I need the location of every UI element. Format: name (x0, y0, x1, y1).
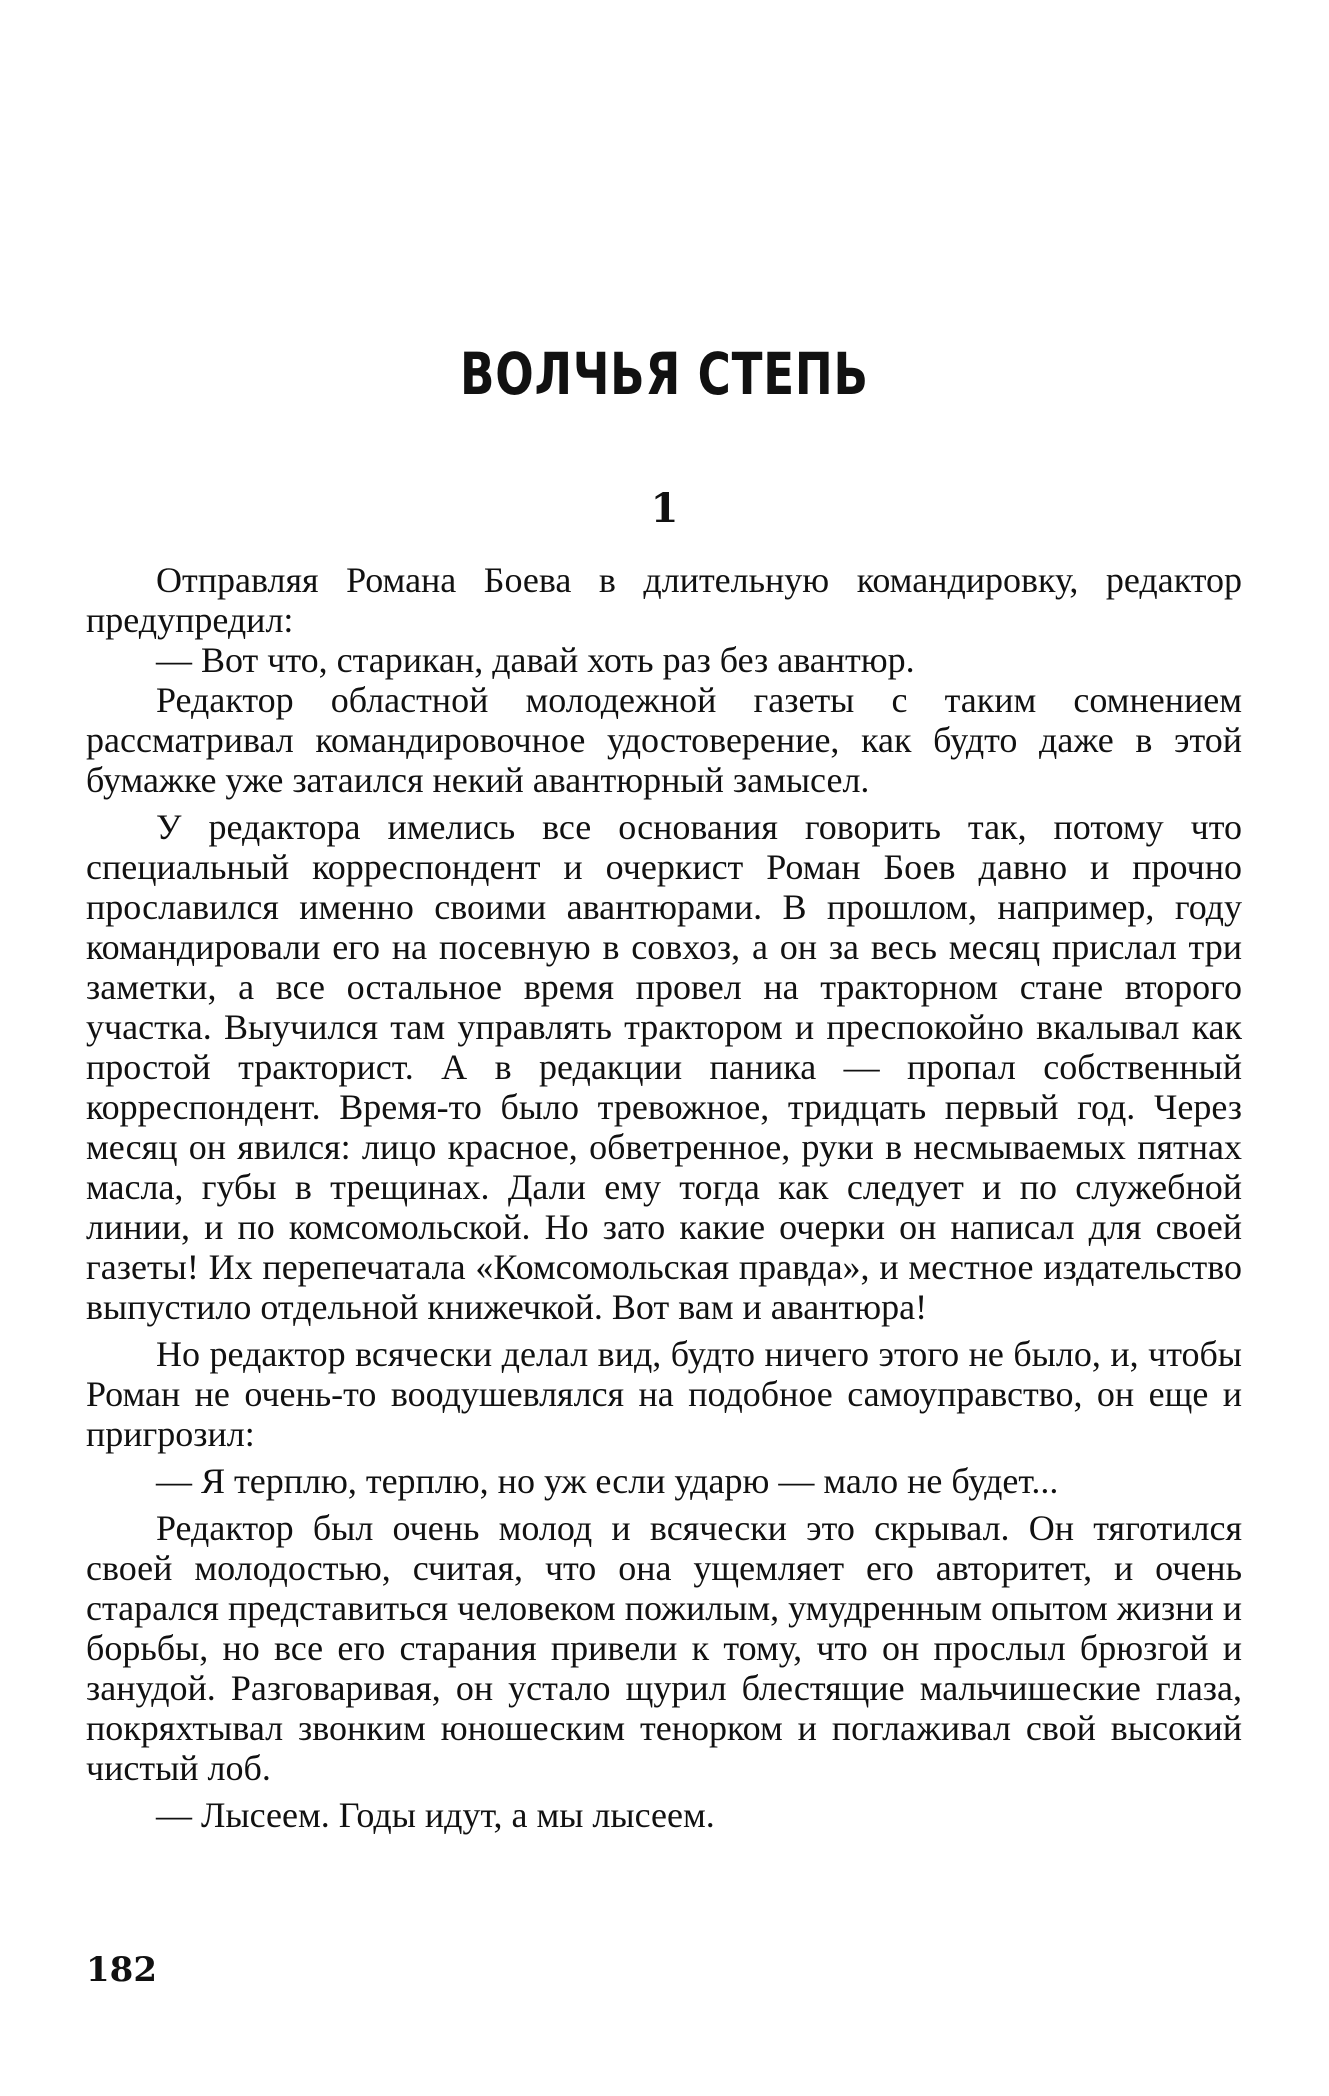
paragraph: — Лысеем. Годы идут, а мы лысеем. (156, 1795, 715, 1835)
paragraph: — Я терплю, терплю, но уж если ударю — мало не будет... (156, 1461, 1059, 1501)
page-title: ВОЛЧЬЯ СТЕПЬ (459, 340, 869, 408)
paragraph: Но редактор всячески делал вид, будто ничего этого не было, и, чтобы Роман не очень-то воодушевлялся на подобное самоуправство, он еще и пригрозил: (86, 1334, 1242, 1454)
body-text (86, 560, 1242, 1835)
paragraph: Редактор был очень молод и всячески это скрывал. Он тяготился своей молодостью, считая, что она ущемляет его авторитет, и очень старался представиться человеком пожилым, умудренным опытом жизни и борьбы, но все его старания привели к тому, что он прослыл брюзгой и занудой. Разговаривая, он устало щурил блестящие мальчишеские глаза, покряхтывал звонким юношеским тенорком и поглаживал свой высокий чистый лоб. (86, 1508, 1242, 1788)
paragraph: — Вот что, старикан, давай хоть раз без авантюр. (156, 640, 915, 680)
paragraph: Отправляя Романа Боева в длительную командировку, редактор предупредил: (86, 560, 1242, 640)
paragraph: Редактор областной молодежной газеты с таким сомнением рассматривал командировочное удостоверение, как будто даже в этой бумажке уже затаился некий авантюрный замысел. (86, 680, 1242, 800)
page-number: 182 (86, 1950, 157, 1990)
chapter-number: 1 (650, 485, 679, 532)
paragraph: У редактора имелись все основания говорить так, потому что специальный корреспондент и очеркист Роман Боев давно и прочно прославился именно своими авантюрами. В прошлом, например, году командировали его на посевную в совхоз, а он за весь месяц прислал три заметки, а все остальное время провел на тракторном стане второго участка. Выучился там управлять трактором и преспокойно вкалывал как простой тракторист. А в редакции паника — пропал собственный корреспондент. Время-то было тревожное, тридцать первый год. Через месяц он явился: лицо красное, обветренное, руки в несмываемых пятнах масла, губы в трещинах. Дали ему тогда как следует и по служебной линии, и по комсомольской. Но зато какие очерки он написал для своей газеты! Их перепечатала «Комсомольская правда», и местное издательство выпустило отдельной книжечкой. Вот вам и авантюра! (86, 807, 1242, 1327)
